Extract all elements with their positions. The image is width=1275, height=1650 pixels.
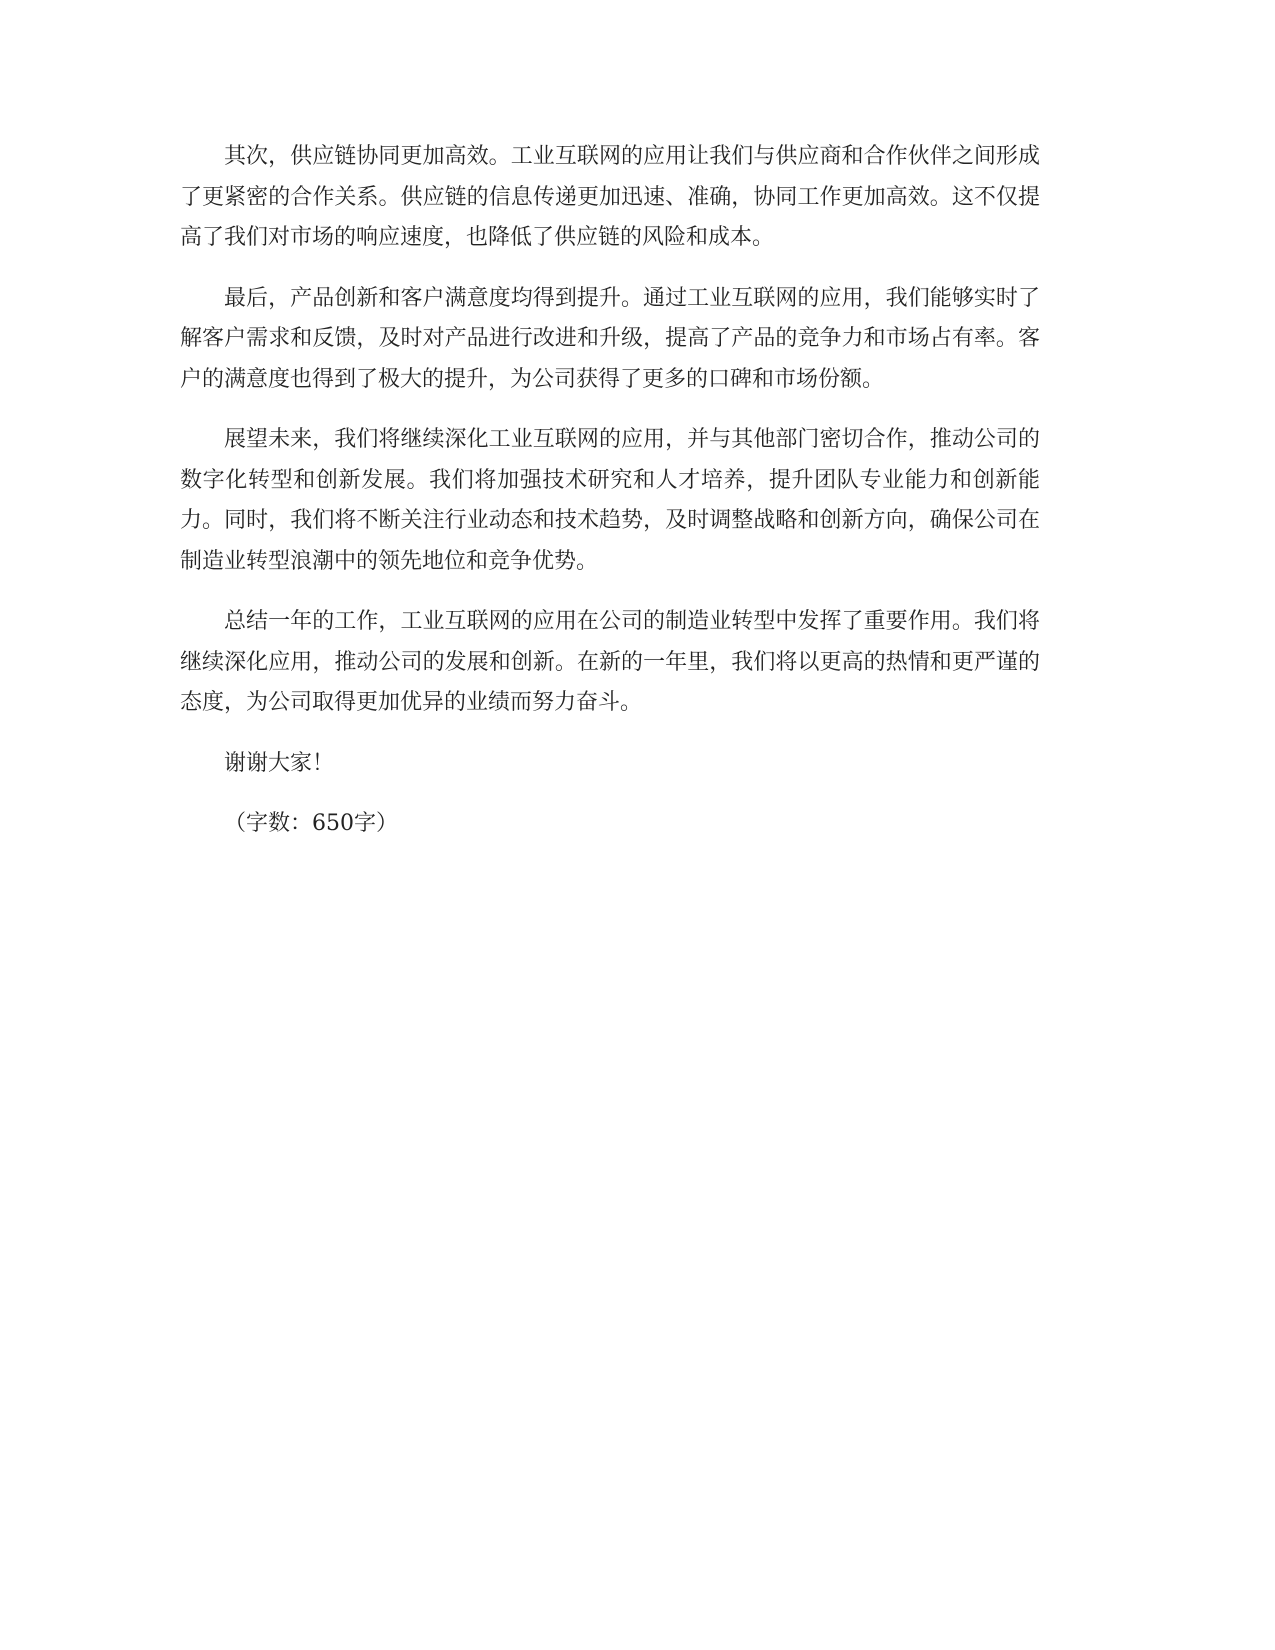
document-body [180,137,1040,865]
paragraph-word-count: （字数：650字） [224,811,398,836]
paragraph-thanks: 谢谢大家！ [224,750,335,776]
paragraph-product-innovation: 最后，产品创新和客户满意度均得到提升。通过工业互联网的应用，我们能够实时了解客户需求和反馈，及时对产品进行改进和升级，提高了产品的竞争力和市场占有率。客户的满意度也得到了极大的提升，为公司获得了更多的口碑和市场份额。 [180,285,1040,392]
paragraph-outlook: 展望未来，我们将继续深化工业互联网的应用，并与其他部门密切合作，推动公司的数字化转型和创新发展。我们将加强技术研究和人才培养，提升团队专业能力和创新能力。同时，我们将不断关注行业动态和技术趋势，及时调整战略和创新方向，确保公司在制造业转型浪潮中的领先地位和竞争优势。 [180,427,1040,574]
paragraph-summary: 总结一年的工作，工业互联网的应用在公司的制造业转型中发挥了重要作用。我们将继续深化应用，推动公司的发展和创新。在新的一年里，我们将以更高的热情和更严谨的态度，为公司取得更加优异的业绩而努力奋斗。 [180,609,1040,715]
paragraph-supply-chain: 其次，供应链协同更加高效。工业互联网的应用让我们与供应商和合作伙伴之间形成了更紧密的合作关系。供应链的信息传递更加迅速、准确，协同工作更加高效。这不仅提高了我们对市场的响应速度，也降低了供应链的风险和成本。 [180,144,1040,250]
